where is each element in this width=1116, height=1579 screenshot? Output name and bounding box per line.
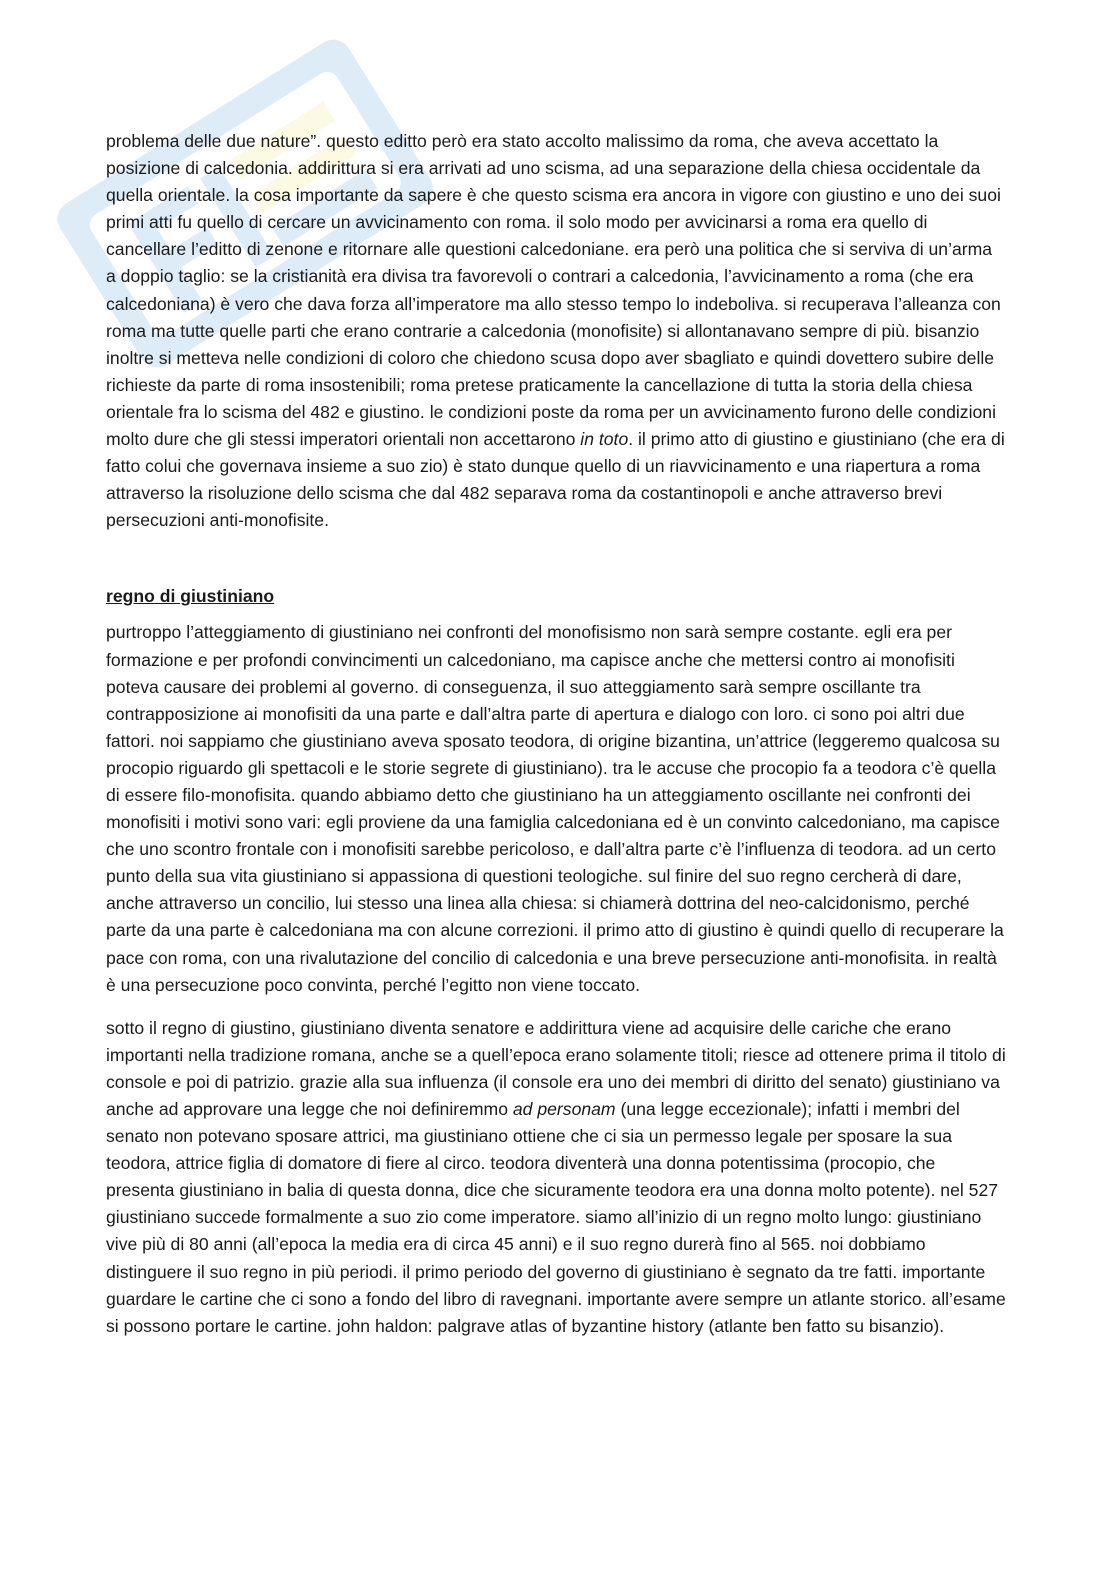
paragraph-3 [106, 1015, 1006, 1340]
paragraph-1-italic: in toto [580, 429, 629, 450]
section-heading: regno di giustiniano [106, 586, 275, 607]
paragraph-3-italic: ad personam [512, 1099, 616, 1119]
paragraph-1-text-a: problema delle due nature”. questo editto però era stato accolto malissimo da roma, che aveva accettato la posizione di calcedonia. addirittura si era arrivati ad uno scisma, ad una separazione della chiesa occidentale da quella orientale. la cosa importante da sapere è che questo scisma era ancora in vigore con giustino e uno dei suoi primi atti fu quello di cercare un avvicinamento con roma. il solo modo per avvicinarsi a roma era quello di cancellare l’editto di zenone e ritornare alle questioni calcedoniane. era però una politica che si serviva di un’arma a doppio taglio: se la cristianità era divisa tra favorevoli o contrari a calcedonia, l’avvicinamento a roma (che era calcedoniana) è vero che dava forza all’imperatore ma allo stesso tempo lo indeboliva. si recuperava l’alleanza con roma ma tutte quelle parti che erano contrarie a calcedonia (monofisite) si allontanavano sempre di più. bisanzio inoltre si metteva nelle condizioni di coloro che chiedono scusa dopo aver sbagliato e quindi dovettero subire delle richieste da parte di roma insostenibili; roma pretese praticamente la cancellazione di tutta la storia della chiesa orientale fra lo scisma del 482 e giustino. le condizioni poste da roma per un avvicinamento furono delle condizioni molto dure che gli stessi imperatori orientali non accettarono [106, 131, 1001, 450]
paragraph-2: purtroppo l’atteggiamento di giustiniano nei confronti del monofisismo non sarà sempre costante. egli era per formazione e per profondi convincimenti un calcedoniano, ma capisce anche che mettersi contro ai monofisiti poteva causare dei problemi al governo. di conseguenza, il suo atteggiamento sarà sempre oscillante tra contrapposizione ai monofisiti da una parte e dall’altra parte di apertura e dialogo con loro. ci sono poi altri due fattori. noi sappiamo che giustiniano aveva sposato teodora, di origine bizantina, un’attrice (leggeremo qualcosa su procopio riguardo gli spettacoli e le storie segrete di giustiniano). tra le accuse che procopio fa a teodora c’è quella di essere filo-monofisita. quando abbiamo detto che giustiniano ha un atteggiamento oscillante nei confronti dei monofisiti i motivi sono vari: egli proviene da una famiglia calcedoniana ed è un convinto calcedoniano, ma capisce che uno scontro frontale con i monofisiti sarebbe pericoloso, e dall’altra parte c’è l’influenza di teodora. ad un certo punto della sua vita giustiniano si appassiona di questioni teologiche. sul finire del suo regno cercherà di dare, anche attraverso un concilio, lui stesso una linea alla chiesa: si chiamerà dottrina del neo-calcidonismo, perché parte da una parte è calcedoniana ma con alcune correzioni. il primo atto di giustino è quindi quello di recuperare la pace con roma, con una rivalutazione del concilio di calcedonia e una breve persecuzione anti-monofisita. in realtà è una persecuzione poco convinta, perché l’egitto non viene toccato. [106, 622, 1004, 995]
document-body [106, 128, 1006, 1340]
paragraph-1 [106, 128, 1006, 534]
paragraph-3-text-b: (una legge eccezionale); infatti i membri del senato non potevano sposare attrici, ma giustiniano ottiene che ci sia un permesso legale per sposare la sua teodora, attrice figlia di domatore di fiere al circo. teodora diventerà una donna potentissima (procopio, che presenta giustiniano in balia di questa donna, dice che sicuramente teodora era una donna molto potente). nel 527 giustiniano succede formalmente a suo zio come imperatore. siamo all’inizio di un regno molto lungo: giustiniano vive più di 80 anni (all’epoca la media era di circa 45 anni) e il suo regno durerà fino al 565. noi dobbiamo distinguere il suo regno in più periodi. il primo periodo del governo di giustiniano è segnato da tre fatti. importante guardare le cartine che ci sono a fondo del libro di ravegnani. importante avere sempre un atlante storico. all’esame si possono portare le cartine. john haldon: palgrave atlas of byzantine history (atlante ben fatto su bisanzio). [106, 1099, 1006, 1336]
paragraph-3-text-a: sotto il regno di giustino, giustiniano diventa senatore e addirittura viene ad acquisire delle cariche che erano importanti nella tradizione romana, anche se a quell’epoca erano solamente titoli; riesce ad ottenere prima il titolo di console e poi di patrizio. grazie alla sua influenza (il console era uno dei membri di diritto del senato) giustiniano va anche ad approvare una legge che noi definiremmo [106, 1017, 1006, 1119]
paragraph-1-text-b: . il primo atto di giustino e giustiniano (che era di fatto colui che governava insieme a suo zio) è stato dunque quello di un riavvicinamento e una riapertura a roma attraverso la risoluzione dello scisma che dal 482 separava roma da costantinopoli e anche attraverso brevi persecuzioni anti-monofisite. [106, 429, 1005, 531]
